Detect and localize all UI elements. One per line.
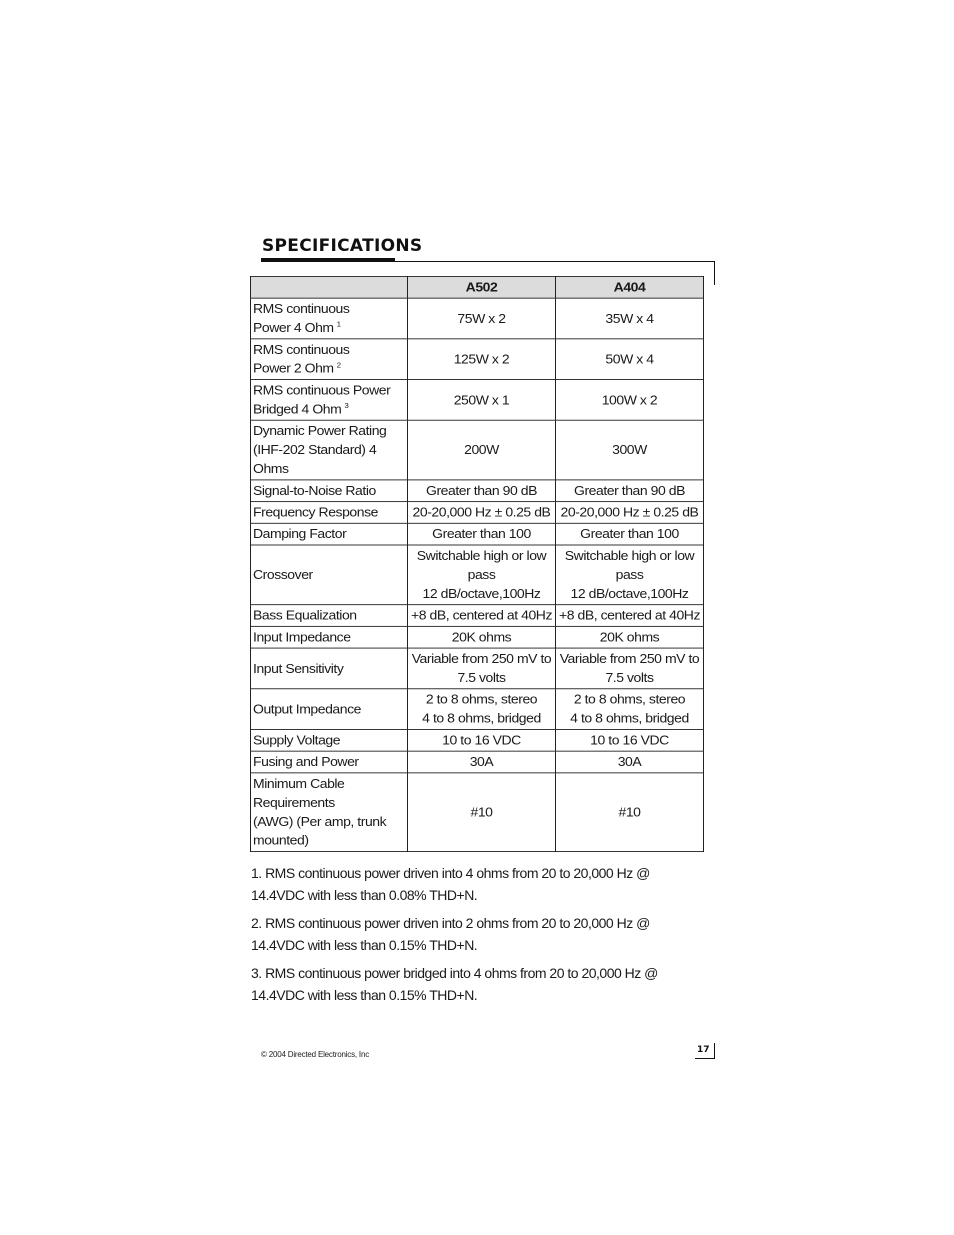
spec-label (251, 480, 408, 502)
spec-label (251, 773, 408, 852)
spec-label-text: Supply Voltage (253, 732, 341, 748)
footnotes (251, 862, 703, 1012)
header-blank (251, 276, 408, 298)
spec-label-line (253, 300, 405, 319)
spec-value-a404-line (558, 649, 701, 668)
spec-value-a502 (408, 648, 556, 689)
spec-label-line (253, 774, 405, 812)
specifications-table (250, 276, 704, 852)
spec-value-a502-text: 75W x 2 (457, 310, 506, 326)
spec-value-a502-line (410, 441, 553, 460)
spec-value-a502-line (410, 503, 553, 522)
spec-value-a502-line (410, 525, 553, 544)
spec-value-a404-text: Greater than 100 (580, 526, 679, 541)
spec-value-a404-line (558, 753, 701, 772)
spec-value-a404 (556, 523, 704, 545)
spec-value-a404-text: +8 dB, centered at 40Hz (558, 607, 701, 623)
spec-value-a502-text: #10 (470, 804, 493, 819)
spec-label-text: Damping Factor (253, 526, 347, 541)
spec-value-a502-text: 30A (469, 754, 494, 769)
spec-value-a404-line (558, 441, 701, 460)
spec-value-a502-text: 20K ohms (451, 629, 512, 645)
spec-value-a502 (408, 523, 556, 545)
spec-label-text: Minimum Cable Requirements (253, 776, 345, 810)
footnote-3: 3. RMS continuous power bridged into 4 ohms from 20 to 20,000 Hz @ 14.4VDC with less than 0.15% THD+N. (251, 965, 658, 1003)
spec-value-a404-line (558, 606, 701, 625)
spec-value-a404 (556, 545, 704, 605)
spec-label-text: RMS continuous Power (253, 382, 391, 398)
spec-value-a502 (408, 502, 556, 524)
spec-value-a404 (556, 626, 704, 648)
table-row (251, 339, 704, 380)
spec-label (251, 339, 408, 380)
spec-label (251, 626, 408, 648)
spec-label-text: Output Impedance (253, 701, 361, 716)
spec-value-a502-text: 2 to 8 ohms, stereo (425, 691, 538, 707)
spec-value-a404-text: 50W x 4 (605, 351, 654, 366)
spec-value-a502-text: Greater than 100 (432, 526, 531, 541)
spec-label-line (253, 731, 405, 750)
spec-value-a502-line (410, 753, 553, 772)
spec-value-a502-line (410, 649, 553, 668)
spec-value-a502 (408, 729, 556, 751)
spec-value-a404 (556, 689, 704, 730)
spec-value-a502 (408, 605, 556, 627)
header-a404: A404 (556, 276, 704, 298)
spec-value-a404 (556, 380, 704, 421)
spec-label-text: Input Impedance (253, 629, 351, 645)
table-row (251, 420, 704, 480)
spec-value-a502 (408, 480, 556, 502)
header-a502: A502 (408, 276, 556, 298)
spec-label-text: Power 4 Ohm (253, 320, 334, 335)
spec-value-a502 (408, 339, 556, 380)
spec-value-a404-text: 7.5 volts (605, 670, 654, 685)
spec-label-line (253, 628, 405, 647)
footnote-2: 2. RMS continuous power driven into 2 ohms from 20 to 20,000 Hz @ 14.4VDC with less than 0.15% THD+N. (251, 915, 650, 953)
spec-label (251, 689, 408, 730)
spec-label (251, 751, 408, 773)
spec-label-line (253, 400, 405, 419)
spec-label-text: Input Sensitivity (253, 660, 344, 676)
spec-value-a404-text: 4 to 8 ohms, bridged (570, 710, 689, 726)
spec-value-a404 (556, 502, 704, 524)
spec-value-a502 (408, 626, 556, 648)
spec-label-text: Bass Equalization (253, 607, 357, 623)
spec-label-text: Frequency Response (253, 504, 378, 520)
spec-value-a404-text: 30A (617, 754, 642, 769)
spec-value-a404 (556, 648, 704, 689)
spec-value-a404-line (558, 803, 701, 822)
spec-value-a502-line (410, 803, 553, 822)
spec-label-line (253, 753, 405, 772)
spec-label-text: Fusing and Power (253, 754, 359, 769)
spec-value-a404-line (558, 628, 701, 647)
spec-value-a404-line (558, 390, 701, 409)
spec-label-line (253, 318, 405, 337)
spec-label-line (253, 481, 405, 500)
spec-label-line (253, 359, 405, 378)
spec-value-a502 (408, 545, 556, 605)
spec-label (251, 545, 408, 605)
spec-label-line (253, 659, 405, 678)
spec-label-text: (IHF-202 Standard) 4 Ohms (253, 442, 377, 476)
spec-label-line (253, 565, 405, 584)
table-body (251, 298, 704, 851)
spec-label-text: RMS continuous (253, 301, 350, 316)
spec-value-a502-line (410, 690, 553, 709)
spec-value-a502-line (410, 481, 553, 500)
spec-value-a404 (556, 298, 704, 339)
spec-value-a502-line (410, 584, 553, 603)
spec-label-text: mounted) (253, 832, 309, 848)
spec-value-a404-line (558, 525, 701, 544)
spec-value-a404-line (558, 546, 701, 584)
spec-label-line (253, 812, 405, 831)
table-row (251, 605, 704, 627)
table-row (251, 523, 704, 545)
spec-value-a404 (556, 605, 704, 627)
table-header-row (251, 276, 704, 298)
spec-value-a404-text: 35W x 4 (605, 310, 654, 326)
table-row (251, 773, 704, 852)
spec-label-line (253, 700, 405, 719)
spec-value-a502-text: Greater than 90 dB (426, 483, 537, 498)
spec-value-a502-line (410, 606, 553, 625)
spec-value-a502-text: 12 dB/octave,100Hz (422, 586, 541, 601)
spec-value-a404-line (558, 584, 701, 603)
spec-value-a502-text: 20-20,000 Hz ± 0.25 dB (412, 504, 551, 520)
spec-label-line (253, 340, 405, 359)
spec-value-a404-text: 10 to 16 VDC (590, 732, 669, 748)
spec-value-a502-line (410, 309, 553, 328)
heading-underline (261, 258, 395, 262)
footnote-marker: 2 (336, 360, 341, 370)
spec-label (251, 648, 408, 689)
table-row (251, 545, 704, 605)
spec-value-a404-line (558, 690, 701, 709)
spec-label-line (253, 381, 405, 400)
spec-value-a502 (408, 773, 556, 852)
spec-value-a404 (556, 420, 704, 480)
copyright-text: © 2004 Directed Electronics, Inc (261, 1050, 369, 1059)
spec-value-a502 (408, 751, 556, 773)
page-number-side-rule (714, 1043, 715, 1059)
spec-label-text: RMS continuous (253, 342, 350, 357)
spec-value-a502-text: 10 to 16 VDC (442, 732, 521, 748)
table-row (251, 380, 704, 421)
footnote-marker: 1 (336, 320, 341, 329)
spec-label-text: Signal-to-Noise Ratio (253, 483, 376, 498)
spec-value-a404-line (558, 503, 701, 522)
spec-label-line (253, 831, 405, 850)
page-number-underline (695, 1058, 715, 1059)
table-row (251, 751, 704, 773)
table-row (251, 648, 704, 689)
spec-value-a502 (408, 689, 556, 730)
spec-value-a502-text: 250W x 1 (453, 392, 510, 407)
spec-value-a502-text: +8 dB, centered at 40Hz (410, 607, 553, 623)
spec-value-a404-text: Greater than 90 dB (574, 483, 685, 498)
spec-label-text: Dynamic Power Rating (253, 423, 387, 438)
table-row (251, 626, 704, 648)
spec-value-a404-text: 12 dB/octave,100Hz (570, 586, 689, 601)
table-row (251, 480, 704, 502)
spec-value-a404-line (558, 668, 701, 687)
spec-value-a404-line (558, 481, 701, 500)
spec-value-a404 (556, 751, 704, 773)
spec-value-a502 (408, 298, 556, 339)
spec-value-a502-line (410, 709, 553, 728)
spec-label-text: Power 2 Ohm (253, 360, 334, 376)
spec-value-a404-text: 300W (612, 442, 647, 457)
spec-value-a502-text: 125W x 2 (453, 351, 510, 366)
spec-label (251, 729, 408, 751)
spec-value-a502-text: 7.5 volts (457, 670, 506, 685)
spec-label-text: Crossover (253, 567, 313, 582)
spec-value-a502-line (410, 731, 553, 750)
spec-value-a502-line (410, 628, 553, 647)
spec-value-a502-text: Variable from 250 mV to (411, 651, 552, 666)
spec-value-a404 (556, 773, 704, 852)
spec-value-a502-line (410, 390, 553, 409)
spec-value-a404-line (558, 350, 701, 369)
spec-value-a404-text: 20-20,000 Hz ± 0.25 dB (560, 504, 699, 520)
spec-value-a404 (556, 339, 704, 380)
spec-value-a404-text: Variable from 250 mV to (559, 651, 700, 666)
spec-label-line (253, 503, 405, 522)
spec-value-a404 (556, 729, 704, 751)
page-number: 17 (697, 1045, 710, 1055)
spec-value-a502 (408, 380, 556, 421)
table-row (251, 298, 704, 339)
table-row (251, 502, 704, 524)
spec-label (251, 420, 408, 480)
table-row (251, 689, 704, 730)
section-heading: SPECIFICATIONS (262, 236, 423, 256)
table-row (251, 729, 704, 751)
spec-value-a404 (556, 480, 704, 502)
spec-label (251, 380, 408, 421)
spec-value-a404-line (558, 731, 701, 750)
spec-value-a502 (408, 420, 556, 480)
spec-label-line (253, 441, 405, 479)
spec-label (251, 523, 408, 545)
spec-label-line (253, 422, 405, 441)
spec-value-a404-text: 20K ohms (599, 629, 660, 645)
top-rule-corner (714, 261, 715, 285)
spec-label-line (253, 525, 405, 544)
spec-label (251, 298, 408, 339)
spec-label-text: Bridged 4 Ohm (253, 401, 342, 417)
spec-value-a404-text: #10 (618, 804, 641, 819)
footnote-marker: 3 (344, 401, 349, 410)
spec-value-a404-text: 100W x 2 (601, 392, 658, 407)
spec-value-a404-line (558, 309, 701, 328)
spec-label-line (253, 606, 405, 625)
spec-value-a404-text: Switchable high or low pass (564, 548, 695, 582)
spec-label (251, 605, 408, 627)
footnote-1: 1. RMS continuous power driven into 4 ohms from 20 to 20,000 Hz @ 14.4VDC with less than 0.08% THD+N. (251, 865, 650, 903)
spec-value-a502-line (410, 668, 553, 687)
spec-value-a502-line (410, 546, 553, 584)
spec-value-a502-text: 200W (464, 442, 499, 457)
spec-value-a502-line (410, 350, 553, 369)
top-rule (395, 261, 715, 262)
spec-value-a404-text: 2 to 8 ohms, stereo (573, 691, 686, 707)
spec-value-a502-text: Switchable high or low pass (416, 548, 547, 582)
spec-label-text: (AWG) (Per amp, trunk (253, 813, 387, 829)
spec-value-a404-line (558, 709, 701, 728)
spec-value-a502-text: 4 to 8 ohms, bridged (422, 710, 541, 726)
spec-label (251, 502, 408, 524)
